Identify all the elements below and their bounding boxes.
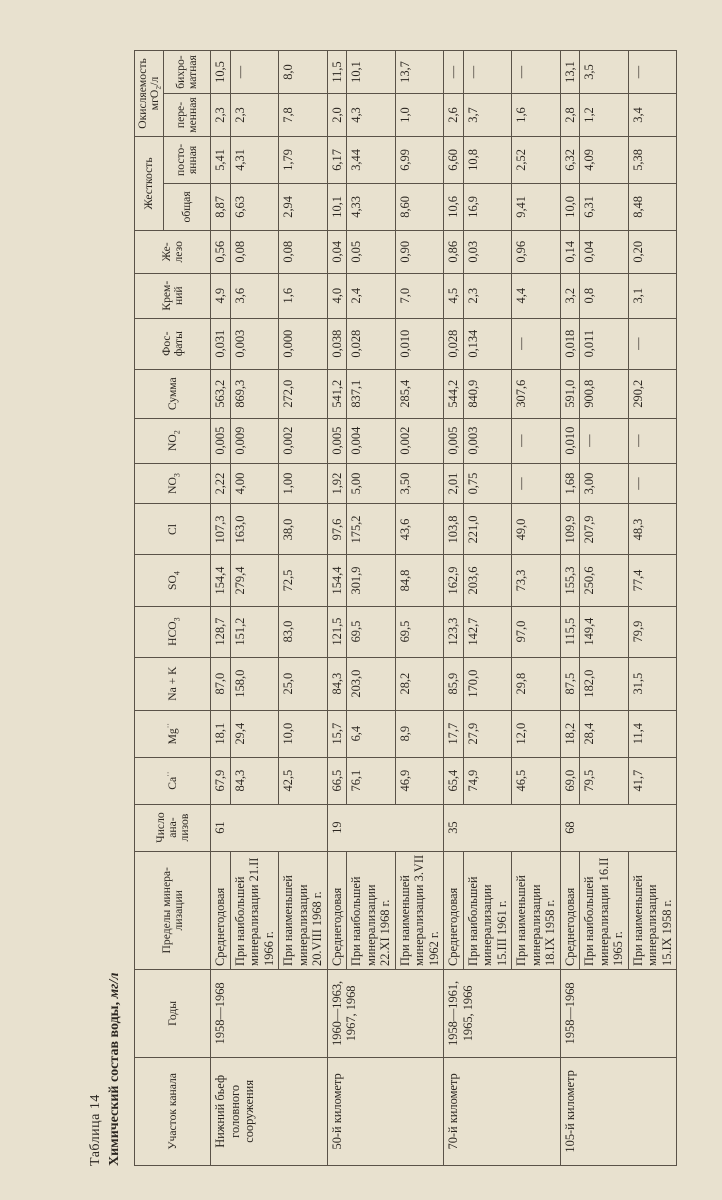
value-cell-ca: 76,1 — [347, 757, 396, 804]
limit-cell: Среднегодовая — [444, 851, 464, 969]
limit-cell: При наименьшей минерализации 20.VIII 1968 г. — [279, 851, 328, 969]
value-cell-si: 2,4 — [347, 273, 396, 318]
value-cell-no2: 0,010 — [560, 418, 580, 463]
section-cell: 105-й километр — [560, 1057, 677, 1165]
value-cell-fe: 0,56 — [211, 230, 231, 273]
value-cell-so4: 155,3 — [560, 555, 580, 606]
value-cell-sum: 544,2 — [444, 369, 464, 418]
value-cell-ht: 16,9 — [463, 183, 512, 230]
value-cell-fe: 0,90 — [395, 230, 444, 273]
value-cell-si: 7,0 — [395, 273, 444, 318]
value-cell-no2: 0,009 — [230, 418, 279, 463]
value-cell-no3: 2,22 — [211, 463, 231, 504]
value-cell-ca: 41,7 — [628, 757, 677, 804]
value-cell-si: 3,1 — [628, 273, 677, 318]
value-cell-sum: 900,8 — [580, 369, 629, 418]
value-cell-so4: 154,4 — [327, 555, 347, 606]
value-cell-sum: 840,9 — [463, 369, 512, 418]
value-cell-no3: 5,00 — [347, 463, 396, 504]
value-cell-no2: 0,005 — [444, 418, 464, 463]
value-cell-perm: 1,2 — [580, 94, 629, 137]
value-cell-mg: 18,1 — [211, 710, 231, 757]
value-cell-hc: 6,99 — [395, 136, 444, 183]
value-cell-perm: 1,0 — [395, 94, 444, 137]
value-cell-ht: 6,63 — [230, 183, 279, 230]
header-so4-text: SO — [165, 575, 179, 590]
value-cell-hco3: 128,7 — [211, 606, 231, 657]
value-cell-ht: 10,6 — [444, 183, 464, 230]
value-cell-bich: 11,5 — [327, 51, 347, 94]
value-cell-phos: — — [512, 318, 561, 369]
value-cell-hco3: 97,0 — [512, 606, 561, 657]
value-cell-sum: 285,4 — [395, 369, 444, 418]
value-cell-no2: 0,004 — [347, 418, 396, 463]
value-cell-sum: 869,3 — [230, 369, 279, 418]
value-cell-mg: 6,4 — [347, 710, 396, 757]
header-years: Годы — [135, 969, 211, 1057]
value-cell-bich: 10,5 — [211, 51, 231, 94]
header-limits: Пределы минерализации — [135, 851, 211, 969]
value-cell-phos: 0,038 — [327, 318, 347, 369]
value-cell-phos: 0,003 — [230, 318, 279, 369]
years-cell: 1958—1968 — [560, 969, 677, 1057]
value-cell-na: 203,0 — [347, 657, 396, 710]
value-cell-no3: 2,01 — [444, 463, 464, 504]
value-cell-bich: 13,1 — [560, 51, 580, 94]
value-cell-no3: — — [512, 463, 561, 504]
value-cell-ht: 9,41 — [512, 183, 561, 230]
value-cell-ca: 69,0 — [560, 757, 580, 804]
value-cell-hco3: 151,2 — [230, 606, 279, 657]
header-oxidizability: Окисляемость мгО₂/л — [135, 51, 164, 137]
value-cell-no2: — — [512, 418, 561, 463]
value-cell-ht: 8,48 — [628, 183, 677, 230]
value-cell-sum: 307,6 — [512, 369, 561, 418]
table-unit: мг/л — [107, 972, 122, 999]
header-ox-bichrom: бихроматная — [164, 51, 211, 94]
value-cell-si: 3,2 — [560, 273, 580, 318]
value-cell-ca: 46,9 — [395, 757, 444, 804]
value-cell-cl: 207,9 — [580, 504, 629, 555]
value-cell-perm: 2,6 — [444, 94, 464, 137]
value-cell-hco3: 149,4 — [580, 606, 629, 657]
count-cell: 61 — [211, 804, 328, 851]
value-cell-no3: 0,75 — [463, 463, 512, 504]
value-cell-perm: 2,3 — [230, 94, 279, 137]
value-cell-cl: 107,3 — [211, 504, 231, 555]
value-cell-hco3: 69,5 — [347, 606, 396, 657]
table-row — [327, 51, 347, 1166]
value-cell-na: 182,0 — [580, 657, 629, 710]
value-cell-no2: 0,002 — [395, 418, 444, 463]
value-cell-phos: — — [628, 318, 677, 369]
table-title — [105, 973, 124, 1166]
header-ox-perm: переменная — [164, 94, 211, 137]
value-cell-no3: 3,50 — [395, 463, 444, 504]
value-cell-mg: 17,7 — [444, 710, 464, 757]
value-cell-sum: 541,2 — [327, 369, 347, 418]
limit-cell: При наибольшей минерализации 16.II 1965 г. — [580, 851, 629, 969]
value-cell-na: 87,0 — [211, 657, 231, 710]
value-cell-so4: 162,9 — [444, 555, 464, 606]
value-cell-si: 2,3 — [463, 273, 512, 318]
count-cell: 19 — [327, 804, 444, 851]
value-cell-perm: 7,8 — [279, 94, 328, 137]
table-heading — [86, 973, 124, 1166]
table-row — [211, 51, 231, 1166]
value-cell-hco3: 121,5 — [327, 606, 347, 657]
value-cell-cl: 221,0 — [463, 504, 512, 555]
value-cell-ca: 42,5 — [279, 757, 328, 804]
value-cell-bich: — — [444, 51, 464, 94]
value-cell-hco3: 115,5 — [560, 606, 580, 657]
value-cell-cl: 48,3 — [628, 504, 677, 555]
value-cell-so4: 77,4 — [628, 555, 677, 606]
value-cell-hco3: 69,5 — [395, 606, 444, 657]
value-cell-na: 158,0 — [230, 657, 279, 710]
value-cell-cl: 97,6 — [327, 504, 347, 555]
value-cell-sum: 591,0 — [560, 369, 580, 418]
value-cell-phos: 0,018 — [560, 318, 580, 369]
value-cell-bich: — — [512, 51, 561, 94]
value-cell-si: 4,5 — [444, 273, 464, 318]
value-cell-ca: 65,4 — [444, 757, 464, 804]
header-hardness-const: постоянная — [164, 136, 211, 183]
value-cell-phos: 0,028 — [444, 318, 464, 369]
value-cell-cl: 109,9 — [560, 504, 580, 555]
value-cell-mg: 8,9 — [395, 710, 444, 757]
value-cell-perm: 1,6 — [512, 94, 561, 137]
value-cell-ca: 84,3 — [230, 757, 279, 804]
value-cell-no3: 1,00 — [279, 463, 328, 504]
value-cell-ca: 79,5 — [580, 757, 629, 804]
value-cell-perm: 2,3 — [211, 94, 231, 137]
value-cell-si: 4,0 — [327, 273, 347, 318]
limit-cell: Среднегодовая — [327, 851, 347, 969]
table-row — [444, 51, 464, 1166]
value-cell-phos: 0,000 — [279, 318, 328, 369]
header-no3: $NO_3$ — [135, 463, 211, 504]
value-cell-bich: 13,7 — [395, 51, 444, 94]
value-cell-perm: 2,8 — [560, 94, 580, 137]
value-cell-no3: — — [628, 463, 677, 504]
value-cell-na: 85,9 — [444, 657, 464, 710]
value-cell-hc: 5,38 — [628, 136, 677, 183]
header-hardness: Жесткость — [135, 136, 164, 230]
value-cell-cl: 175,2 — [347, 504, 396, 555]
header-cl: Cl — [135, 504, 211, 555]
value-cell-no2: 0,005 — [211, 418, 231, 463]
limit-cell: При наименьшей минерализации 3.VII 1962 г. — [395, 851, 444, 969]
value-cell-ht: 8,60 — [395, 183, 444, 230]
value-cell-hco3: 123,3 — [444, 606, 464, 657]
value-cell-sum: 290,2 — [628, 369, 677, 418]
value-cell-na: 84,3 — [327, 657, 347, 710]
limit-cell: Среднегодовая — [560, 851, 580, 969]
value-cell-fe: 0,08 — [230, 230, 279, 273]
value-cell-hc: 3,44 — [347, 136, 396, 183]
value-cell-mg: 15,7 — [327, 710, 347, 757]
value-cell-fe: 0,96 — [512, 230, 561, 273]
value-cell-phos: 0,134 — [463, 318, 512, 369]
table-row — [560, 51, 580, 1166]
value-cell-no2: 0,003 — [463, 418, 512, 463]
value-cell-phos: 0,031 — [211, 318, 231, 369]
value-cell-bich: 3,5 — [580, 51, 629, 94]
value-cell-so4: 154,4 — [211, 555, 231, 606]
value-cell-fe: 0,86 — [444, 230, 464, 273]
value-cell-fe: 0,08 — [279, 230, 328, 273]
value-cell-no3: 1,68 — [560, 463, 580, 504]
limit-cell: Среднегодовая — [211, 851, 231, 969]
value-cell-cl: 38,0 — [279, 504, 328, 555]
value-cell-si: 0,8 — [580, 273, 629, 318]
value-cell-hc: 10,8 — [463, 136, 512, 183]
header-hardness-total: общая — [164, 183, 211, 230]
value-cell-hc: 6,17 — [327, 136, 347, 183]
value-cell-fe: 0,14 — [560, 230, 580, 273]
value-cell-na: 29,8 — [512, 657, 561, 710]
value-cell-so4: 301,9 — [347, 555, 396, 606]
value-cell-mg: 29,4 — [230, 710, 279, 757]
value-cell-sum: 837,1 — [347, 369, 396, 418]
value-cell-bich: 10,1 — [347, 51, 396, 94]
header-iron: Железо — [135, 230, 211, 273]
count-cell: 35 — [444, 804, 561, 851]
value-cell-so4: 84,8 — [395, 555, 444, 606]
chemical-composition-table — [134, 50, 677, 1166]
header-so4: $SO_4$ — [135, 555, 211, 606]
value-cell-mg: 28,4 — [580, 710, 629, 757]
header-ca-text: Ca — [165, 776, 179, 790]
value-cell-hc: 5,41 — [211, 136, 231, 183]
header-mg: Mg·· — [135, 710, 211, 757]
value-cell-ht: 10,1 — [327, 183, 347, 230]
value-cell-ht: 2,94 — [279, 183, 328, 230]
header-phosphates: Фосфаты — [135, 318, 211, 369]
value-cell-no2: — — [580, 418, 629, 463]
count-cell: 68 — [560, 804, 677, 851]
value-cell-si: 1,6 — [279, 273, 328, 318]
value-cell-bich: 8,0 — [279, 51, 328, 94]
value-cell-phos: 0,028 — [347, 318, 396, 369]
header-mg-text: Mg — [165, 728, 179, 745]
header-count: Число анализов — [135, 804, 211, 851]
header-row-main — [135, 51, 164, 1166]
header-silicon: Кремний — [135, 273, 211, 318]
value-cell-mg: 27,9 — [463, 710, 512, 757]
years-cell: 1958—1961, 1965, 1966 — [444, 969, 561, 1057]
header-sum: Сумма — [135, 369, 211, 418]
header-ca: Ca·· — [135, 757, 211, 804]
value-cell-ca: 46,5 — [512, 757, 561, 804]
value-cell-no2: 0,005 — [327, 418, 347, 463]
value-cell-sum: 563,2 — [211, 369, 231, 418]
header-no3-text: NO — [165, 477, 179, 494]
value-cell-perm: 3,7 — [463, 94, 512, 137]
value-cell-fe: 0,05 — [347, 230, 396, 273]
value-cell-phos: 0,011 — [580, 318, 629, 369]
value-cell-na: 25,0 — [279, 657, 328, 710]
value-cell-cl: 103,8 — [444, 504, 464, 555]
value-cell-perm: 2,0 — [327, 94, 347, 137]
table-number: Таблица 14 — [88, 1094, 103, 1166]
table-body — [211, 51, 677, 1166]
value-cell-na: 170,0 — [463, 657, 512, 710]
value-cell-hc: 4,09 — [580, 136, 629, 183]
value-cell-hc: 1,79 — [279, 136, 328, 183]
value-cell-fe: 0,04 — [327, 230, 347, 273]
value-cell-so4: 203,6 — [463, 555, 512, 606]
value-cell-na: 31,5 — [628, 657, 677, 710]
limit-cell: При наибольшей минерализации 15.III 1961 г. — [463, 851, 512, 969]
value-cell-so4: 73,3 — [512, 555, 561, 606]
value-cell-hc: 6,60 — [444, 136, 464, 183]
value-cell-ca: 67,9 — [211, 757, 231, 804]
limit-cell: При наибольшей минерализации 21.II 1966 г. — [230, 851, 279, 969]
limit-cell: При наибольшей минерализации 22.XI 1968 г. — [347, 851, 396, 969]
header-hco3: $HCO_3$ — [135, 606, 211, 657]
value-cell-hc: 2,52 — [512, 136, 561, 183]
limit-cell: При наименьшей минерализации 15.IX 1958 г. — [628, 851, 677, 969]
value-cell-ht: 8,87 — [211, 183, 231, 230]
value-cell-mg: 11,4 — [628, 710, 677, 757]
value-cell-mg: 18,2 — [560, 710, 580, 757]
value-cell-mg: 10,0 — [279, 710, 328, 757]
section-cell: 50-й километр — [327, 1057, 444, 1165]
value-cell-si: 4,4 — [512, 273, 561, 318]
value-cell-ca: 66,5 — [327, 757, 347, 804]
header-no2-text: NO — [165, 434, 179, 452]
value-cell-no2: — — [628, 418, 677, 463]
value-cell-perm: 4,3 — [347, 94, 396, 137]
table-title-text: Химический состав воды, — [107, 1001, 122, 1166]
value-cell-ca: 74,9 — [463, 757, 512, 804]
value-cell-bich: — — [628, 51, 677, 94]
value-cell-fe: 0,20 — [628, 230, 677, 273]
section-cell: Нижний бьеф головного сооружения — [211, 1057, 328, 1165]
value-cell-sum: 272,0 — [279, 369, 328, 418]
value-cell-hc: 4,31 — [230, 136, 279, 183]
value-cell-si: 3,6 — [230, 273, 279, 318]
value-cell-cl: 163,0 — [230, 504, 279, 555]
years-cell: 1958—1968 — [211, 969, 328, 1057]
value-cell-si: 4,9 — [211, 273, 231, 318]
value-cell-so4: 250,6 — [580, 555, 629, 606]
value-cell-ht: 6,31 — [580, 183, 629, 230]
value-cell-perm: 3,4 — [628, 94, 677, 137]
value-cell-so4: 72,5 — [279, 555, 328, 606]
header-no2: $NO_2$ — [135, 418, 211, 463]
value-cell-cl: 49,0 — [512, 504, 561, 555]
section-cell: 70-й километр — [444, 1057, 561, 1165]
header-section: Участок канала — [135, 1057, 211, 1165]
value-cell-no3: 3,00 — [580, 463, 629, 504]
value-cell-hc: 6,32 — [560, 136, 580, 183]
value-cell-no3: 4,00 — [230, 463, 279, 504]
value-cell-hco3: 83,0 — [279, 606, 328, 657]
value-cell-ht: 10,0 — [560, 183, 580, 230]
value-cell-na: 87,5 — [560, 657, 580, 710]
value-cell-no3: 1,92 — [327, 463, 347, 504]
value-cell-phos: 0,010 — [395, 318, 444, 369]
years-cell: 1960—1963, 1967, 1968 — [327, 969, 444, 1057]
value-cell-so4: 279,4 — [230, 555, 279, 606]
value-cell-hco3: 79,9 — [628, 606, 677, 657]
value-cell-na: 28,2 — [395, 657, 444, 710]
header-na-k: Na + K — [135, 657, 211, 710]
limit-cell: При наименьшей минерализации 18.IX 1958 г. — [512, 851, 561, 969]
value-cell-mg: 12,0 — [512, 710, 561, 757]
value-cell-fe: 0,04 — [580, 230, 629, 273]
value-cell-bich: — — [463, 51, 512, 94]
value-cell-ht: 4,33 — [347, 183, 396, 230]
value-cell-hco3: 142,7 — [463, 606, 512, 657]
value-cell-bich: — — [230, 51, 279, 94]
value-cell-no2: 0,002 — [279, 418, 328, 463]
value-cell-fe: 0,03 — [463, 230, 512, 273]
header-hco3-text: HCO — [165, 621, 179, 646]
value-cell-cl: 43,6 — [395, 504, 444, 555]
